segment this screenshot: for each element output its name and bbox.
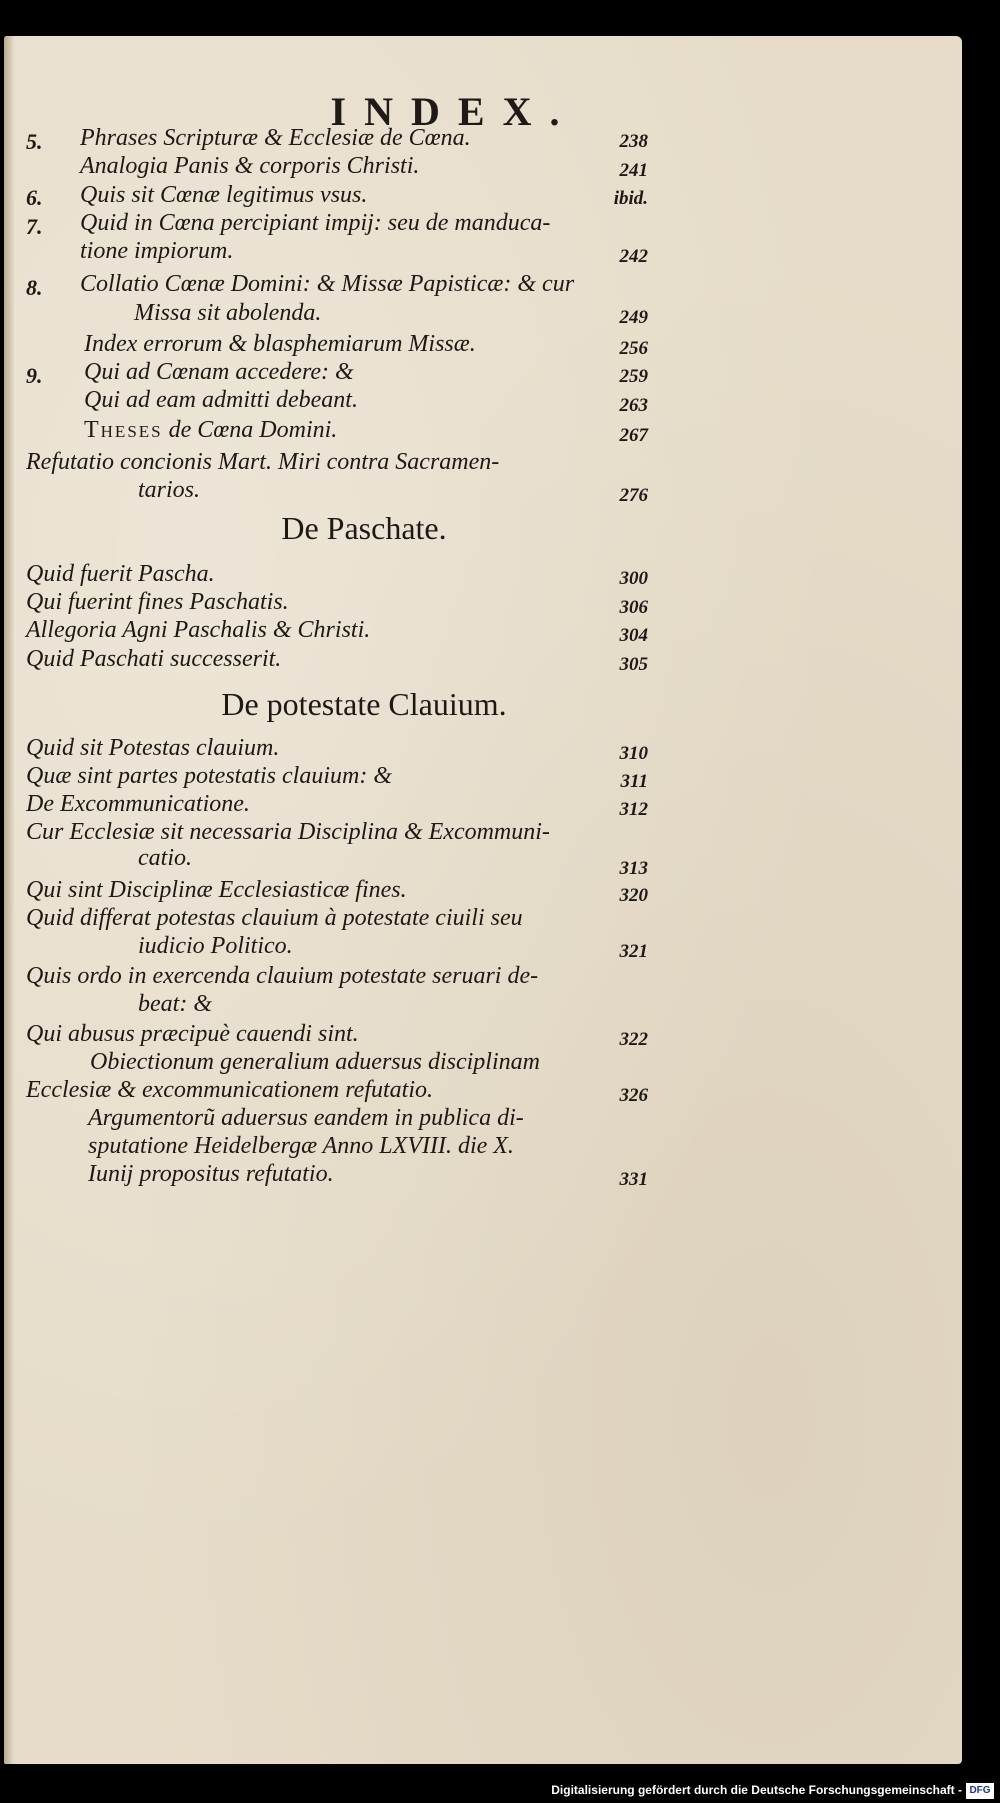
entry-number: 9. [26,363,43,388]
entry-page-number: 326 [619,1085,648,1106]
index-entry: Cur Ecclesiæ sit necessaria Disciplina & Excommuni- [26,819,550,845]
index-entry: Phrases Scripturæ & Ecclesiæ de Cœna. [80,125,471,151]
entry-number: 6. [26,185,43,210]
entry-page-number: 238 [619,131,648,152]
index-entry: Quid fuerit Pascha. [26,561,215,587]
entry-page-number: 321 [619,941,648,962]
entry-page-number: 242 [619,246,648,267]
index-entry: Iunij propositus refutatio. [88,1161,334,1187]
entry-page-number: 305 [619,654,648,675]
index-entry: Argumentorũ aduersus eandem in publica di- [88,1105,524,1131]
entry-page-number: 322 [619,1029,648,1050]
index-entry: Collatio Cœnæ Domini: & Missæ Papisticæ: & cur [80,271,575,297]
entry-page-number: 263 [619,395,648,416]
index-entry: Qui sint Disciplinæ Ecclesiasticæ fines. [26,877,407,903]
entry-page-number: 311 [620,771,648,792]
index-entry: Qui fuerint fines Paschatis. [26,589,289,615]
index-entry: Analogia Panis & corporis Christi. [80,153,420,179]
entry-page-number: 304 [619,625,648,646]
entry-page-number: 310 [619,743,648,764]
section-heading-paschate: De Paschate. [281,510,447,546]
index-entry: tarios. [138,477,201,503]
entry-number: 7. [26,214,43,239]
entry-page-number: 312 [619,799,648,820]
footer-credit: Digitalisierung gefördert durch die Deutsche Forschungsgemeinschaft - [551,1783,962,1797]
book-page [4,36,962,1764]
index-entry: Ecclesiæ & excommunicationem refutatio. [26,1077,434,1103]
index-entry-theses [84,416,337,444]
entry-page-number: 306 [619,597,648,618]
index-entry: Qui ad eam admitti debeant. [84,387,358,413]
index-entry: Quæ sint partes potestatis clauium: & [26,763,392,789]
entry-page-number: 256 [619,338,648,359]
entry-page-number: 320 [619,885,648,906]
index-entry: sputatione Heidelbergæ Anno LXVIII. die X. [88,1133,514,1159]
index-entry: Missa sit abolenda. [134,300,322,326]
page-title: INDEX. [330,89,578,134]
entry-page-number: 249 [619,307,648,328]
index-entry: Quid differat potestas clauium à potestate ciuili seu [26,905,523,931]
entry-page-number: 300 [619,568,648,589]
theses-label: Theses [84,417,163,443]
entry-number: 5. [26,129,43,154]
index-entry: Allegoria Agni Paschalis & Christi. [26,617,371,643]
index-entry: catio. [138,845,192,871]
index-entry: Quid Paschati successerit. [26,646,282,672]
index-entry: Index errorum & blasphemiarum Missæ. [84,331,476,357]
index-entry: Quis sit Cœnæ legitimus vsus. [80,182,368,208]
index-entry: Qui ad Cœnam accedere: & [84,359,354,385]
entry-page-number: 331 [619,1169,648,1190]
index-entry: Quid sit Potestas clauium. [26,735,280,761]
entry-page-number: 241 [619,160,648,181]
index-entry: Obiectionum generalium aduersus disciplinam [90,1049,540,1075]
section-heading-clauium: De potestate Clauium. [221,686,507,722]
page-binding-edge [4,36,14,1764]
index-entry: Quid in Cœna percipiant impij: seu de manduca- [80,210,551,236]
entry-page-number: 276 [619,485,648,506]
index-entry: De Excommunicatione. [26,791,250,817]
theses-rest: de Cœna Domini. [162,417,338,443]
index-entry: iudicio Politico. [138,933,293,959]
index-entry: tione impiorum. [80,238,234,264]
index-entry: Refutatio concionis Mart. Miri contra Sacramen- [26,449,500,475]
dfg-logo: DFG [966,1783,994,1799]
index-entry: beat: & [138,991,212,1017]
entry-page-number: 267 [619,425,648,446]
entry-page-number: ibid. [613,188,648,209]
entry-number: 8. [26,275,43,300]
index-entry: Quis ordo in exercenda clauium potestate seruari de- [26,963,539,989]
entry-page-number: 313 [619,858,648,879]
index-entry: Qui abusus præcipuè cauendi sint. [26,1021,359,1047]
entry-page-number: 259 [619,366,648,387]
